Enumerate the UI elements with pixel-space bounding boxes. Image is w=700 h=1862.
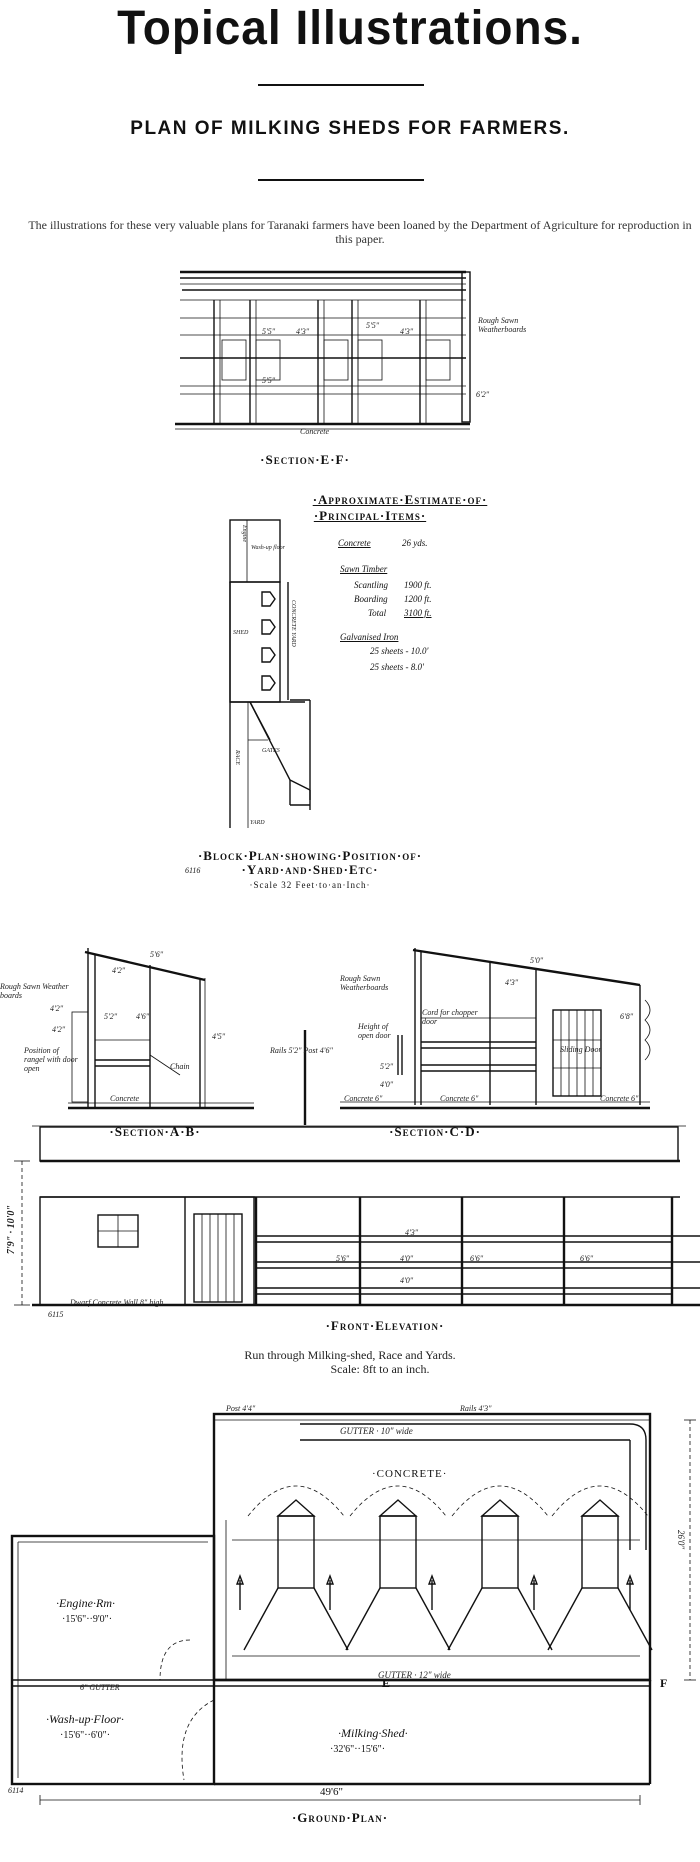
gp-mark-f: F bbox=[660, 1676, 668, 1690]
cd-dim-5: 4'0" bbox=[380, 1080, 394, 1089]
block-plan-caption-2: ·Yard·and·Shed·Etc· bbox=[241, 862, 379, 877]
bp-engine-label: Engine bbox=[241, 525, 247, 542]
gp-bail-head-0 bbox=[278, 1500, 314, 1516]
cd-height-label: Height of open door bbox=[358, 1022, 391, 1040]
gp-bail-swing-1 bbox=[350, 1486, 446, 1516]
ef-dim-6: 6'2" bbox=[476, 390, 490, 399]
section-ef-caption: ·Section·E·F· bbox=[260, 452, 350, 467]
bp-washup-label: Wash-up floor bbox=[251, 545, 285, 551]
estimate-iron-2: 25 sheets - 8.0' bbox=[370, 662, 424, 672]
gp-bail-head-2 bbox=[482, 1500, 518, 1516]
gp-gutter-left: 6" GUTTER bbox=[80, 1683, 120, 1692]
cd-floor-3: Concrete 6" bbox=[600, 1094, 639, 1103]
block-plan-scale: ·Scale 32 Feet·to·an·Inch· bbox=[249, 880, 371, 890]
fe-plate-no: 6115 bbox=[48, 1310, 64, 1319]
gp-gutter-top: GUTTER · 10" wide bbox=[340, 1426, 413, 1436]
ab-board-label: Rough Sawn Weather boards bbox=[0, 982, 69, 1000]
estimate-scantling-value: 1900 ft. bbox=[404, 580, 432, 590]
gp-washup-dims: ·15'6"··6'0"· bbox=[60, 1730, 111, 1741]
run-through-caption: Run through Milking-shed, Race and Yards. bbox=[244, 1348, 456, 1362]
cd-dim-2: 4'3" bbox=[505, 978, 519, 987]
gp-plate-no: 6114 bbox=[8, 1786, 24, 1795]
cd-dim-3: 6'8" bbox=[620, 1012, 634, 1021]
gp-engine-room: ·Engine·Rm· bbox=[56, 1596, 115, 1610]
ab-chain: Chain bbox=[170, 1062, 190, 1071]
ef-dim-1: 5'5" bbox=[262, 327, 276, 336]
block-plan-plate-no: 6116 bbox=[185, 866, 201, 875]
ab-dim-2: 4'2" bbox=[112, 966, 126, 975]
cd-floor-1: Concrete 6" bbox=[344, 1094, 383, 1103]
ab-dim-5: 4'6" bbox=[136, 1012, 150, 1021]
page-title: Topical Illustrations. bbox=[117, 0, 583, 55]
section-ab-caption: ·Section·A·B· bbox=[109, 1124, 201, 1139]
ab-note: Position of rangel with door open bbox=[24, 1046, 78, 1073]
section-cd-caption: ·Section·C·D· bbox=[389, 1124, 481, 1139]
gp-bail-0 bbox=[278, 1516, 314, 1588]
gp-gutter-mid: GUTTER · 12" wide bbox=[378, 1670, 451, 1680]
article-subtitle: PLAN OF MILKING SHEDS FOR FARMERS. bbox=[130, 118, 570, 139]
gp-bail-stay-l-3 bbox=[548, 1588, 582, 1650]
ab-dim-1: 5'6" bbox=[150, 950, 164, 959]
ef-dim-5: 5'5" bbox=[262, 376, 276, 385]
scale-caption: Scale: 8ft to an inch. bbox=[330, 1362, 430, 1376]
gp-bail-stay-r-0 bbox=[314, 1588, 348, 1650]
gp-bail-swing-2 bbox=[452, 1486, 548, 1516]
estimate-iron-label: Galvanised Iron bbox=[340, 632, 399, 642]
fe-dim-3: 4'0" bbox=[400, 1254, 414, 1263]
cd-floor-2: Concrete 6" bbox=[440, 1094, 479, 1103]
cd-cord-label: Cord for chopper door bbox=[422, 1008, 478, 1026]
fe-base-label: Dwarf Concrete Wall 8" high bbox=[70, 1298, 164, 1307]
gp-bail-head-3 bbox=[582, 1500, 618, 1516]
ab-dim-4: 5'2" bbox=[104, 1012, 118, 1021]
bp-race-label: RACE bbox=[234, 750, 240, 765]
front-elevation-caption: ·Front·Elevation· bbox=[325, 1318, 445, 1333]
estimate-concrete-label: Concrete bbox=[338, 538, 371, 548]
gp-bail-2 bbox=[482, 1516, 518, 1588]
gp-washup: ·Wash-up·Floor· bbox=[46, 1712, 124, 1726]
bp-yard-label: YARD bbox=[250, 820, 265, 826]
bp-shed-label: SHED bbox=[233, 630, 249, 636]
gp-bail-head-1 bbox=[380, 1500, 416, 1516]
gp-bail-1 bbox=[380, 1516, 416, 1588]
block-plan-caption-1: ·Block·Plan·showing·Position·of· bbox=[197, 848, 423, 863]
fe-dim-4: 6'6" bbox=[470, 1254, 484, 1263]
estimate-sawn-timber: Sawn Timber bbox=[340, 564, 388, 574]
gp-bail-stay-l-1 bbox=[346, 1588, 380, 1650]
intro-paragraph: The illustrations for these very valuable plans for Taranaki farmers have been loaned by the Department of Agriculture for reproduction in this paper. bbox=[28, 218, 692, 246]
gp-bail-stay-l-0 bbox=[244, 1588, 278, 1650]
cd-slide-label: Sliding Door bbox=[560, 1045, 602, 1054]
fe-dim-5: 4'0" bbox=[400, 1276, 414, 1285]
gp-bail-stay-r-2 bbox=[518, 1588, 552, 1650]
estimate-title-1: ·Approximate·Estimate·of· bbox=[312, 492, 488, 507]
gp-mark-e: E bbox=[382, 1676, 391, 1690]
bp-gates-label: GATES bbox=[262, 748, 280, 754]
estimate-title-2: ·Principal·Items· bbox=[313, 508, 427, 523]
fe-height-label: 7'9" · 10'0" bbox=[6, 1205, 17, 1255]
ab-dim-7: 4'2" bbox=[52, 1025, 66, 1034]
ef-dim-3: 5'5" bbox=[366, 321, 380, 330]
gp-bail-stay-r-3 bbox=[618, 1588, 652, 1650]
gp-post-top: Post 4'4" bbox=[226, 1404, 256, 1413]
gp-height-right: 26'0" bbox=[676, 1530, 686, 1550]
ef-floor-label: Concrete bbox=[300, 427, 330, 436]
gp-milking-dims: ·32'6"··15'6"· bbox=[330, 1744, 386, 1755]
gp-rail-top: Rails 4'3" bbox=[460, 1404, 492, 1413]
bp-yard-concrete-label: CONCRETE YARD bbox=[290, 600, 296, 647]
cd-dim-4: 5'2" bbox=[380, 1062, 394, 1071]
ab-dim-6: 4'5" bbox=[212, 1032, 226, 1041]
estimate-scantling-label: Scantling bbox=[354, 580, 388, 590]
cd-dim-1: 5'0" bbox=[530, 956, 544, 965]
cd-rail-label: Rails 5'2" Post 4'6" bbox=[270, 1046, 333, 1055]
ef-dim-2: 4'3" bbox=[296, 327, 310, 336]
ab-floor: Concrete bbox=[110, 1094, 140, 1103]
fe-dim-2: 5'6" bbox=[336, 1254, 350, 1263]
estimate-total-value: 3100 ft. bbox=[404, 608, 432, 618]
gp-concrete: ·CONCRETE· bbox=[372, 1468, 448, 1480]
gp-bail-swing-0 bbox=[248, 1486, 344, 1516]
estimate-total-label: Total bbox=[368, 608, 387, 618]
ground-plan-caption: ·Ground·Plan· bbox=[291, 1810, 389, 1825]
ef-dim-4: 4'3" bbox=[400, 327, 414, 336]
gp-engine-dims: ·15'6"··9'0"· bbox=[62, 1614, 113, 1625]
ab-dim-3: 4'2" bbox=[50, 1004, 64, 1013]
cd-board-label: Rough Sawn Weatherboards bbox=[340, 974, 389, 992]
gp-bail-stay-l-2 bbox=[448, 1588, 482, 1650]
gp-bail-swing-3 bbox=[552, 1486, 648, 1516]
estimate-boarding-label: Boarding bbox=[354, 594, 388, 604]
fe-dim-6: 6'6" bbox=[580, 1254, 594, 1263]
ef-board-label: Rough Sawn Weatherboards bbox=[478, 316, 527, 334]
gp-bail-stay-r-1 bbox=[416, 1588, 450, 1650]
estimate-iron-1: 25 sheets - 10.0' bbox=[370, 646, 429, 656]
estimate-boarding-value: 1200 ft. bbox=[404, 594, 432, 604]
gp-milking-shed: ·Milking·Shed· bbox=[338, 1726, 408, 1740]
fe-dim-1: 4'3" bbox=[405, 1228, 419, 1237]
estimate-concrete-value: 26 yds. bbox=[402, 538, 428, 548]
gp-bail-3 bbox=[582, 1516, 618, 1588]
gp-overall-width: 49'6" bbox=[316, 1786, 347, 1798]
